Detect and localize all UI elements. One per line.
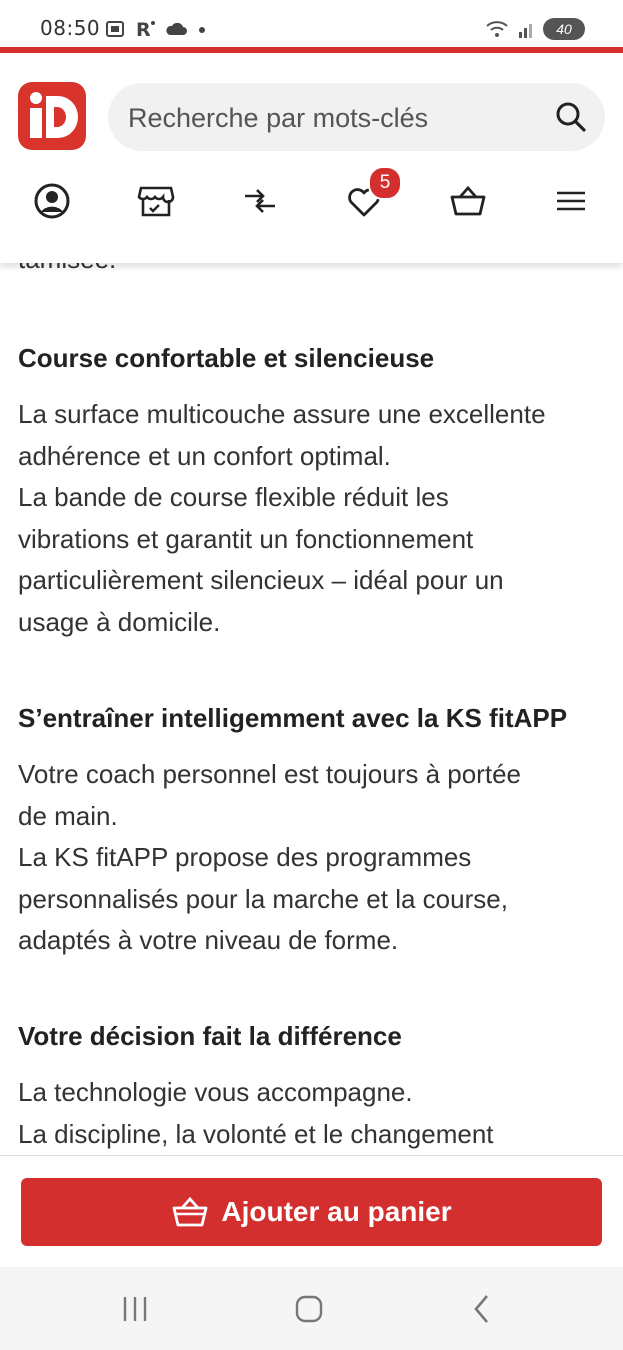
screenshot-icon [104, 18, 126, 40]
text-line: usage à domicile. [18, 606, 221, 637]
site-logo[interactable] [18, 82, 86, 150]
text-line: La bande de course flexible réduit les [18, 482, 449, 513]
user-icon [33, 182, 71, 220]
add-to-cart-bar [0, 1155, 623, 1268]
site-header [0, 53, 623, 263]
hamburger-menu-icon [552, 182, 590, 220]
text-line: vibrations et garantit un fonctionnement [18, 523, 474, 554]
section-heading-course: Course confortable et silencieuse [18, 343, 435, 373]
store-button[interactable] [134, 179, 178, 223]
recent-apps-button[interactable] [115, 1289, 155, 1329]
basket-icon [171, 1195, 209, 1229]
section-body-fitapp [18, 754, 610, 962]
text-line: personnalisés pour la marche et la course, [18, 883, 508, 914]
status-bar [0, 0, 623, 47]
text-line: La technologie vous accompagne. [18, 1077, 413, 1107]
logo-mark-icon [18, 82, 86, 150]
text-line: La KS fitAPP propose des programmes [18, 842, 472, 873]
svg-text:R: R [136, 19, 151, 40]
home-button[interactable] [289, 1289, 329, 1329]
battery-icon [543, 18, 585, 40]
back-icon [467, 1293, 499, 1325]
wishlist-count-badge: 5 [368, 166, 402, 200]
text-line: de main. [18, 800, 118, 831]
status-notification-icons [104, 18, 208, 40]
text-line: La discipline, la volonté et le changement [18, 1118, 494, 1149]
compare-arrows-icon [241, 182, 279, 220]
battery-level: 40 [556, 21, 572, 37]
r-app-icon [134, 18, 156, 40]
text-line: La surface multicouche assure une excellente [18, 399, 546, 429]
section-body-course [18, 394, 610, 644]
text-line: particulièrement silencieux – idéal pour un [18, 565, 504, 596]
search-icon [551, 97, 591, 137]
search-bar [108, 83, 605, 151]
section-heading-fitapp: S’entraîner intelligemment avec la KS fitAPP [18, 703, 568, 733]
text-line: Votre coach personnel est toujours à portée [18, 759, 521, 789]
search-button[interactable] [551, 97, 591, 137]
text-line: adaptés à votre niveau de forme. [18, 925, 399, 956]
dot-icon [196, 18, 208, 40]
section-body-decision [18, 1072, 610, 1155]
home-icon [293, 1293, 325, 1325]
menu-button[interactable] [549, 179, 593, 223]
cart-button[interactable] [446, 179, 490, 223]
text-line: adhérence et un confort optimal. [18, 440, 391, 471]
cloud-icon [164, 18, 188, 40]
header-nav [0, 171, 623, 231]
status-system-icons [485, 18, 585, 40]
section-heading-decision: Votre décision fait la différence [18, 1021, 402, 1051]
compare-button[interactable] [238, 179, 282, 223]
basket-icon [449, 182, 487, 220]
store-icon [137, 182, 175, 220]
add-to-cart-button[interactable] [21, 1178, 602, 1246]
account-button[interactable] [30, 179, 74, 223]
add-to-cart-label: Ajouter au panier [221, 1196, 452, 1227]
search-input[interactable] [126, 83, 530, 153]
recent-apps-icon [119, 1293, 151, 1325]
signal-icon [517, 18, 537, 40]
back-button[interactable] [463, 1289, 503, 1329]
wifi-icon [485, 18, 511, 40]
system-navigation-bar [0, 1267, 623, 1350]
wishlist-button[interactable] [342, 172, 391, 223]
status-time: 08:50 [40, 16, 101, 40]
